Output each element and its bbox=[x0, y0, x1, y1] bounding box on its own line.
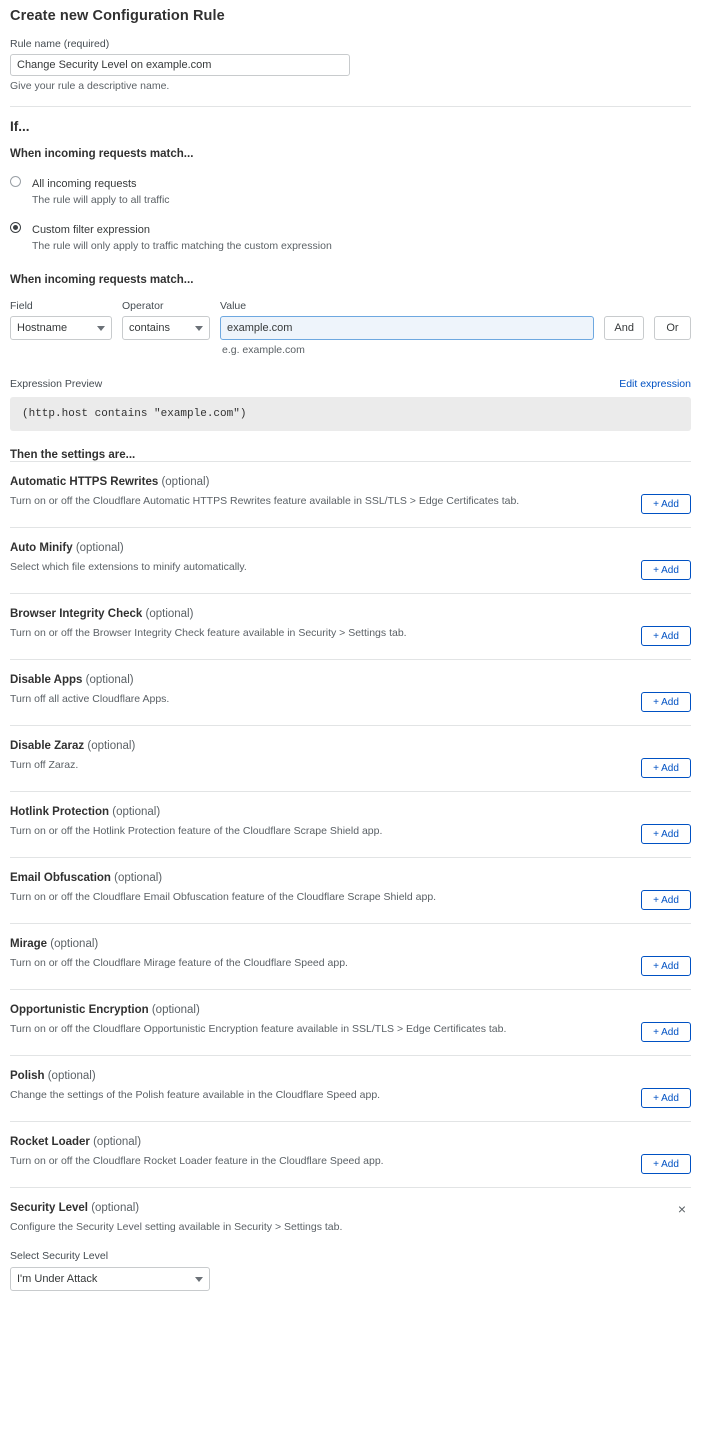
edit-expression-link[interactable]: Edit expression bbox=[619, 378, 691, 390]
setting-title: Mirage bbox=[10, 938, 48, 950]
setting-name bbox=[10, 1136, 384, 1148]
optional-tag: (optional) bbox=[91, 1202, 140, 1214]
setting-name bbox=[10, 1070, 380, 1082]
setting-name bbox=[10, 674, 169, 686]
value-column bbox=[220, 300, 594, 340]
then-heading: Then the settings are... bbox=[10, 449, 136, 461]
setting-name bbox=[10, 872, 436, 884]
setting-row bbox=[10, 989, 691, 1055]
setting-title: Disable Zaraz bbox=[10, 740, 85, 752]
setting-desc: Configure the Security Level setting available in Security > Settings tab. bbox=[10, 1221, 343, 1233]
add-setting-button[interactable]: + Add bbox=[641, 956, 691, 976]
setting-name bbox=[10, 806, 382, 818]
value-column-label: Value bbox=[220, 300, 247, 312]
radio-custom-filter-expression[interactable] bbox=[10, 220, 691, 252]
setting-desc: Turn off Zaraz. bbox=[10, 759, 79, 771]
radio-all-incoming-requests[interactable] bbox=[10, 174, 691, 206]
expression-header bbox=[10, 378, 691, 390]
setting-desc: Turn on or off the Cloudflare Email Obfuscation feature of the Cloudflare Scrape Shield app. bbox=[10, 891, 437, 903]
operator-select[interactable] bbox=[122, 316, 210, 340]
optional-tag: (optional) bbox=[50, 938, 99, 950]
radio-icon-selected[interactable] bbox=[10, 222, 21, 233]
setting-title: Email Obfuscation bbox=[10, 872, 111, 884]
optional-tag: (optional) bbox=[75, 542, 124, 554]
add-setting-button[interactable]: + Add bbox=[641, 626, 691, 646]
close-icon[interactable]: × bbox=[677, 1201, 687, 1217]
field-select[interactable] bbox=[10, 316, 112, 340]
setting-desc: Turn off all active Cloudflare Apps. bbox=[10, 693, 170, 705]
match-heading: When incoming requests match... bbox=[10, 148, 194, 160]
setting-row bbox=[10, 659, 691, 725]
setting-row-security-level bbox=[10, 1187, 691, 1307]
setting-title: Opportunistic Encryption bbox=[10, 1004, 149, 1016]
divider-top bbox=[10, 106, 691, 107]
radio-all-label: All incoming requests bbox=[32, 178, 137, 190]
optional-tag: (optional) bbox=[151, 1004, 200, 1016]
add-setting-button[interactable]: + Add bbox=[641, 1154, 691, 1174]
operator-column bbox=[122, 300, 210, 340]
setting-row bbox=[10, 527, 691, 593]
setting-desc: Turn on or off the Browser Integrity Check feature available in Security > Settings tab. bbox=[10, 627, 407, 639]
add-setting-button[interactable]: + Add bbox=[641, 824, 691, 844]
setting-desc: Change the settings of the Polish feature available in the Cloudflare Speed app. bbox=[10, 1089, 381, 1101]
rule-name-group bbox=[10, 38, 691, 92]
optional-tag: (optional) bbox=[47, 1070, 96, 1082]
setting-title: Automatic HTTPS Rewrites bbox=[10, 476, 159, 488]
setting-title: Auto Minify bbox=[10, 542, 73, 554]
setting-title: Browser Integrity Check bbox=[10, 608, 143, 620]
setting-name bbox=[10, 740, 135, 752]
builder-heading: When incoming requests match... bbox=[10, 274, 194, 286]
setting-title: Disable Apps bbox=[10, 674, 83, 686]
security-level-select[interactable] bbox=[10, 1267, 210, 1291]
rule-name-input[interactable] bbox=[10, 54, 350, 76]
optional-tag: (optional) bbox=[161, 476, 210, 488]
add-setting-button[interactable]: + Add bbox=[641, 1088, 691, 1108]
setting-title: Polish bbox=[10, 1070, 45, 1082]
optional-tag: (optional) bbox=[112, 806, 161, 818]
if-section-heading: If... bbox=[10, 119, 30, 134]
setting-name bbox=[10, 1201, 691, 1217]
value-input[interactable] bbox=[220, 316, 594, 340]
field-column bbox=[10, 300, 112, 340]
setting-name bbox=[10, 476, 519, 488]
setting-row bbox=[10, 857, 691, 923]
radio-icon-unselected[interactable] bbox=[10, 176, 21, 187]
add-setting-button[interactable]: + Add bbox=[641, 1022, 691, 1042]
rule-name-label: Rule name (required) bbox=[10, 38, 110, 50]
setting-name bbox=[10, 542, 247, 554]
setting-row bbox=[10, 791, 691, 857]
add-setting-button[interactable]: + Add bbox=[641, 758, 691, 778]
setting-desc: Turn on or off the Cloudflare Mirage feature of the Cloudflare Speed app. bbox=[10, 957, 348, 969]
page-title: Create new Configuration Rule bbox=[10, 8, 225, 24]
setting-row bbox=[10, 1121, 691, 1187]
optional-tag: (optional) bbox=[145, 608, 194, 620]
setting-row bbox=[10, 725, 691, 791]
or-button[interactable]: Or bbox=[654, 316, 691, 340]
radio-all-desc: The rule will apply to all traffic bbox=[32, 194, 170, 206]
add-setting-button[interactable]: + Add bbox=[641, 560, 691, 580]
setting-name bbox=[10, 608, 407, 620]
setting-desc: Turn on or off the Cloudflare Automatic HTTPS Rewrites feature available in SSL/TLS > Edge Certificates tab. bbox=[10, 495, 520, 507]
setting-desc: Select which file extensions to minify automatically. bbox=[10, 561, 247, 573]
optional-tag: (optional) bbox=[93, 1136, 142, 1148]
setting-row bbox=[10, 461, 691, 527]
add-setting-button[interactable]: + Add bbox=[641, 692, 691, 712]
setting-desc: Turn on or off the Hotlink Protection feature of the Cloudflare Scrape Shield app. bbox=[10, 825, 383, 837]
field-column-label: Field bbox=[10, 300, 33, 312]
setting-name bbox=[10, 938, 348, 950]
rule-name-helper: Give your rule a descriptive name. bbox=[10, 80, 170, 92]
setting-title: Hotlink Protection bbox=[10, 806, 110, 818]
add-setting-button[interactable]: + Add bbox=[641, 494, 691, 514]
setting-desc: Turn on or off the Cloudflare Opportunistic Encryption feature available in SSL/TLS > Edge Certificates tab. bbox=[10, 1023, 507, 1035]
setting-row bbox=[10, 1055, 691, 1121]
operator-column-label: Operator bbox=[122, 300, 164, 312]
setting-desc: Turn on or off the Cloudflare Rocket Loader feature in the Cloudflare Speed app. bbox=[10, 1155, 384, 1167]
setting-row bbox=[10, 923, 691, 989]
expression-preview-box: (http.host contains "example.com") bbox=[10, 397, 691, 431]
and-button[interactable]: And bbox=[604, 316, 644, 340]
value-hint: e.g. example.com bbox=[222, 344, 305, 356]
radio-custom-label: Custom filter expression bbox=[32, 224, 150, 236]
optional-tag: (optional) bbox=[85, 674, 134, 686]
filter-builder-row bbox=[10, 300, 691, 340]
expression-preview-label: Expression Preview bbox=[10, 378, 103, 390]
setting-name bbox=[10, 1004, 506, 1016]
security-level-select-label: Select Security Level bbox=[10, 1250, 109, 1262]
optional-tag: (optional) bbox=[87, 740, 136, 752]
setting-title: Rocket Loader bbox=[10, 1136, 90, 1148]
setting-title: Security Level bbox=[10, 1202, 88, 1214]
add-setting-button[interactable]: + Add bbox=[641, 890, 691, 910]
setting-row bbox=[10, 593, 691, 659]
radio-custom-desc: The rule will only apply to traffic matching the custom expression bbox=[32, 240, 332, 252]
optional-tag: (optional) bbox=[114, 872, 163, 884]
